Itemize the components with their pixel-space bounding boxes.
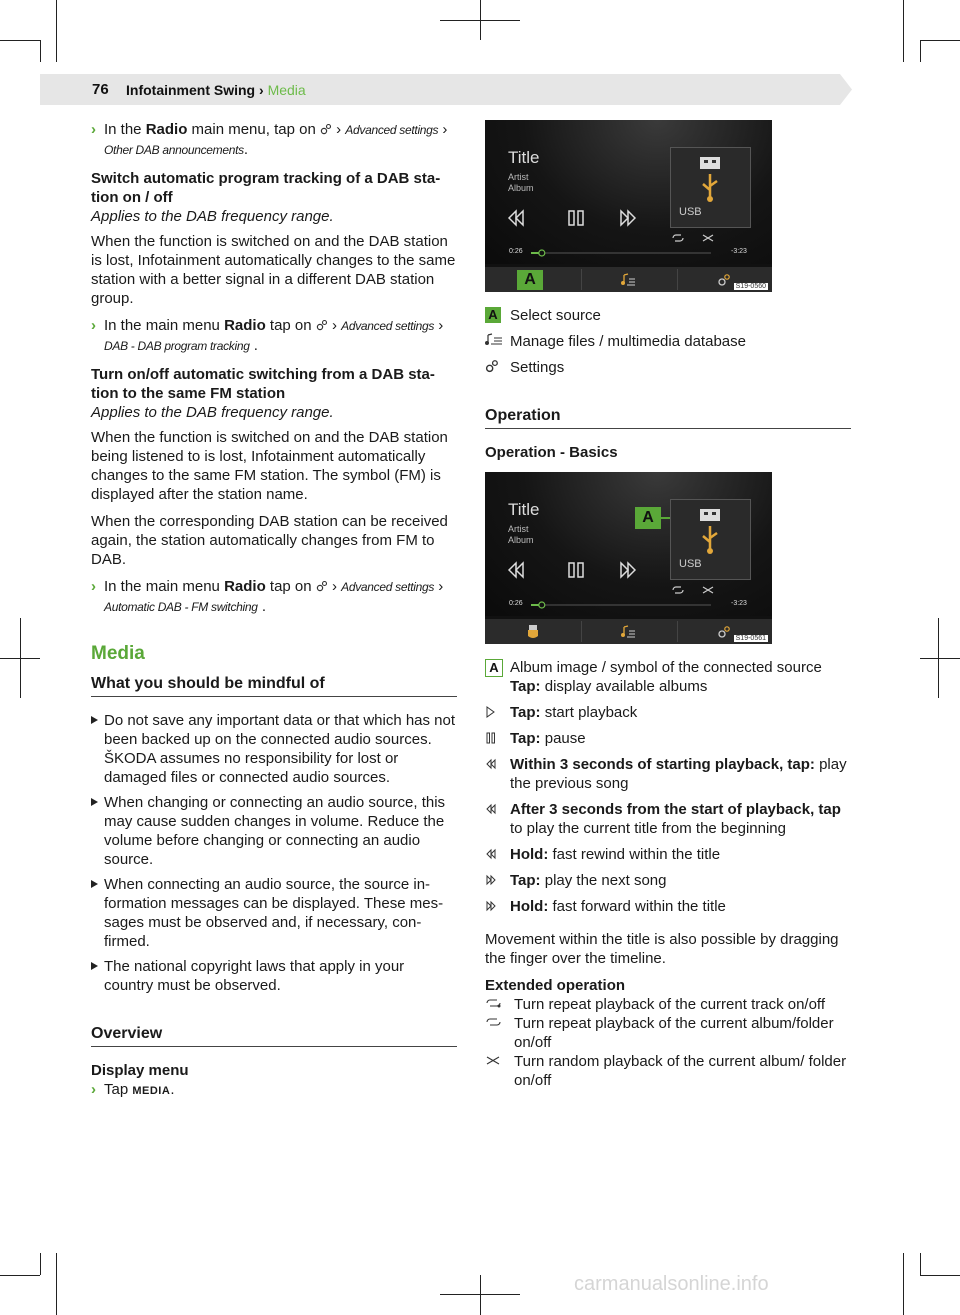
play-icon	[485, 704, 497, 718]
heading: Operation - Basics	[485, 444, 618, 461]
figure-code: S19-0561	[735, 635, 766, 642]
legend-item	[485, 658, 851, 696]
legend-text: start playback	[540, 704, 638, 721]
crop-mark	[56, 0, 57, 62]
heading: Turn on/off automatic switching from a DAB station to the same FM station	[91, 366, 435, 402]
crop-mark	[920, 40, 960, 41]
menu-path: Advanced settings	[341, 580, 435, 594]
callout-label: A	[485, 659, 503, 677]
legend-text: fast forward within the title	[548, 898, 726, 915]
breadcrumb-separator: ›	[259, 82, 264, 98]
crop-mark	[920, 40, 921, 62]
paragraph: Movement within the title is also possible by dragging the finger over the timeline.	[485, 931, 839, 967]
section-title: Operation	[485, 407, 851, 429]
subsection-title: What you should be mindful of	[91, 675, 457, 697]
menu-name: Radio	[224, 578, 266, 595]
crop-mark	[440, 20, 520, 21]
legend-item	[485, 800, 851, 838]
crop-mark	[920, 658, 960, 659]
heading: Display menu	[91, 1062, 189, 1079]
legend-item	[485, 358, 851, 377]
section-title: Media	[91, 643, 145, 664]
list-item	[91, 793, 457, 869]
legend-key: Tap:	[510, 872, 541, 889]
chevron-right-icon: ›	[91, 121, 96, 138]
legend-key: Tap:	[510, 704, 541, 721]
page-number: 76	[92, 81, 109, 98]
settings-button[interactable]	[717, 273, 731, 287]
step-text: .	[243, 141, 249, 158]
shuffle-icon	[485, 1053, 503, 1067]
legend-text: pause	[540, 730, 586, 747]
left-column	[91, 120, 457, 1110]
legend-key: Hold:	[510, 898, 549, 915]
media-key: MEDIA	[132, 1085, 171, 1097]
step-text: .	[261, 598, 266, 615]
settings-button[interactable]	[717, 625, 731, 639]
legend-text: fast rewind within the title	[548, 846, 721, 863]
legend-key: Tap:	[510, 678, 541, 695]
mode-controls	[670, 232, 718, 244]
list-item-text: The national copyright laws that apply in your country must be observed.	[104, 958, 405, 994]
note: Applies to the DAB frequency range.	[91, 404, 334, 421]
elapsed-time: 0:26	[509, 600, 523, 607]
heading: Extended operation	[485, 977, 626, 994]
legend-key: After 3 seconds from the start of playback, tap	[510, 801, 841, 818]
step-text: In the	[104, 121, 146, 138]
chevron-right-icon: ›	[91, 1081, 96, 1098]
note: Applies to the DAB frequency range.	[91, 208, 334, 225]
track-title: Title	[508, 500, 540, 519]
paragraph: When the function is switched on and the DAB station being listened to is lost, Infotainment automatically changes to the same FM station. The symbol (FM) is displayed after the station name.	[91, 429, 448, 503]
forward-button[interactable]	[621, 563, 635, 577]
crop-mark	[0, 658, 40, 659]
mode-controls	[670, 584, 718, 596]
pause-button[interactable]	[569, 563, 583, 577]
list-item-text: Do not save any important data or that which has not been backed up on the connected audio sources. ŠKODA assumes no responsibility for lost or damaged files or connected audio sources.	[104, 712, 456, 786]
legend-item	[485, 845, 851, 864]
forward-icon	[485, 872, 499, 886]
breadcrumb-section: Media	[267, 82, 306, 98]
legend-item	[485, 1014, 851, 1052]
crop-mark	[0, 40, 40, 41]
instruction-step: › In the main menu Radio tap on › Advanced settings › Automatic DAB - FM switching .	[91, 578, 444, 615]
step-text: Tap	[104, 1081, 133, 1098]
legend-item	[485, 332, 851, 351]
step-text: .	[170, 1081, 175, 1098]
legend-text: to play the current title from the beginning	[510, 820, 786, 837]
instruction-step: › In the main menu Radio tap on › Advanced settings › DAB - DAB program tracking .	[91, 317, 444, 354]
track-album: Album	[508, 183, 534, 193]
crop-mark	[0, 1275, 40, 1276]
menu-name: Radio	[145, 121, 188, 138]
rewind-button[interactable]	[509, 563, 523, 577]
gear-icon	[316, 580, 328, 592]
crop-mark	[920, 1253, 921, 1275]
menu-path: Advanced settings	[345, 123, 439, 137]
watermark: carmanualsonline.info	[574, 1273, 769, 1295]
triangle-bullet-icon	[91, 716, 98, 724]
menu-name: Radio	[224, 317, 266, 334]
track-album: Album	[508, 535, 534, 545]
screen-figure-2	[485, 472, 772, 644]
legend-text: Turn random playback of the current album/ folder on/off	[514, 1053, 847, 1089]
elapsed-time: 0:26	[509, 248, 523, 255]
paragraph: When the corresponding DAB station can be received again, the station automatically changes from FM to DAB.	[91, 513, 448, 568]
step-text: .	[253, 337, 258, 354]
crop-mark	[56, 1253, 57, 1315]
legend-item	[485, 1052, 851, 1090]
step-text: main menu, tap on	[187, 121, 320, 138]
track-artist: Artist	[508, 524, 529, 534]
legend-key: Within 3 seconds of starting playback, tap:	[510, 756, 815, 773]
step-text: tap on	[265, 578, 316, 595]
legend-key: Tap:	[510, 730, 541, 747]
repeat-button[interactable]	[673, 235, 683, 241]
track-artist: Artist	[508, 172, 529, 182]
crop-mark	[903, 1253, 904, 1315]
right-column	[485, 120, 851, 1090]
shuffle-button[interactable]	[703, 235, 713, 241]
repeat-icon	[485, 1015, 503, 1029]
step-text: In the main menu	[104, 578, 225, 595]
crop-mark	[40, 40, 41, 62]
legend-item	[485, 871, 851, 890]
menu-path: Advanced settings	[341, 319, 435, 333]
usb-label: USB	[679, 206, 702, 218]
album-art-usb[interactable]	[670, 147, 751, 228]
legend-item	[485, 995, 851, 1014]
forward-icon	[485, 898, 499, 912]
legend-text: Select source	[510, 307, 601, 324]
callout-label: A	[485, 307, 501, 323]
legend-item	[485, 703, 851, 722]
timeline-slider[interactable]	[531, 248, 711, 258]
rewind-icon	[485, 846, 499, 860]
bottom-bar	[485, 267, 772, 292]
chevron-right-icon: ›	[91, 578, 96, 595]
instruction-step: › In the Radio main menu, tap on › Advanced settings › Other DAB announcements.	[91, 121, 448, 158]
triangle-bullet-icon	[91, 880, 98, 888]
rewind-icon	[485, 756, 499, 770]
legend-item	[485, 897, 851, 916]
pause-icon	[485, 730, 497, 744]
usb-icon	[671, 148, 750, 206]
transport-controls	[507, 208, 647, 228]
list-item	[91, 711, 457, 787]
menu-path: Automatic DAB - FM switching	[104, 600, 258, 614]
repeat-track-icon	[485, 996, 503, 1010]
crop-mark	[903, 0, 904, 62]
legend-key: Hold:	[510, 846, 549, 863]
rewind-icon	[485, 801, 499, 815]
figure-code: S19-0560	[735, 283, 766, 290]
legend-text: Turn repeat playback of the current album/folder on/off	[514, 1015, 834, 1051]
menu-path: Other DAB announcements	[104, 143, 244, 157]
forward-button[interactable]	[621, 211, 635, 225]
legend-text: Manage files / multimedia database	[510, 333, 746, 350]
shuffle-button[interactable]	[703, 587, 713, 593]
music-list-button[interactable]	[621, 273, 635, 287]
gear-icon	[320, 123, 332, 135]
usb-source-button[interactable]	[527, 624, 539, 640]
chevron-right-icon: ›	[91, 317, 96, 334]
album-art-usb[interactable]	[670, 499, 751, 580]
timeline-slider[interactable]	[531, 600, 711, 610]
subsection-title: Overview	[91, 1025, 457, 1047]
paragraph: When the function is switched on and the DAB station is lost, Infotainment automatically changes to the same station with a better signal in a different DAB station group.	[91, 233, 456, 307]
rewind-button[interactable]	[509, 211, 523, 225]
triangle-bullet-icon	[91, 798, 98, 806]
legend-item	[485, 755, 851, 793]
legend-item	[485, 306, 851, 325]
step-text: In the main menu	[104, 317, 225, 334]
screen-figure-1	[485, 120, 772, 292]
remaining-time: -3:23	[731, 248, 747, 255]
legend-text: display available albums	[540, 678, 708, 695]
source-button-a[interactable]: A	[517, 270, 543, 290]
bottom-bar	[485, 619, 772, 644]
music-list-button[interactable]	[621, 625, 635, 639]
breadcrumb-chapter: Infotainment Swing	[126, 82, 256, 98]
remaining-time: -3:23	[731, 600, 747, 607]
list-item	[91, 957, 457, 995]
crop-mark	[440, 1294, 520, 1295]
triangle-bullet-icon	[91, 962, 98, 970]
step-text: tap on	[265, 317, 316, 334]
usb-icon	[671, 500, 750, 558]
transport-controls	[507, 560, 647, 580]
usb-label: USB	[679, 558, 702, 570]
legend-text: play the next song	[540, 872, 667, 889]
gear-icon	[316, 319, 328, 331]
list-item-text: When connecting an audio source, the source information messages can be displayed. These messages must be observed and, if necessary, confirmed.	[104, 876, 444, 950]
breadcrumb	[126, 82, 306, 98]
legend-text: play the previous song	[510, 756, 847, 792]
heading: Switch automatic program tracking of a DAB station on / off	[91, 170, 441, 206]
list-item	[91, 875, 457, 951]
legend-text: Settings	[510, 359, 565, 376]
music-list-icon	[485, 333, 503, 347]
legend-text: Album image / symbol of the connected source	[510, 659, 822, 676]
crop-mark	[920, 1275, 960, 1276]
pause-button[interactable]	[569, 211, 583, 225]
page-header	[40, 74, 852, 105]
track-title: Title	[508, 148, 540, 167]
repeat-button[interactable]	[673, 587, 683, 593]
gear-icon	[485, 359, 499, 373]
crop-mark	[480, 1275, 481, 1315]
legend-text: Turn repeat playback of the current track on/off	[514, 996, 826, 1013]
crop-mark	[40, 1253, 41, 1275]
legend-item	[485, 729, 851, 748]
instruction-step	[91, 1080, 457, 1101]
callout-a: A	[635, 507, 661, 529]
list-item-text: When changing or connecting an audio source, this may cause sudden changes in volume. Reduce the volume before changing or connecting an audio source.	[104, 794, 446, 868]
menu-path: DAB - DAB program tracking	[104, 339, 250, 353]
